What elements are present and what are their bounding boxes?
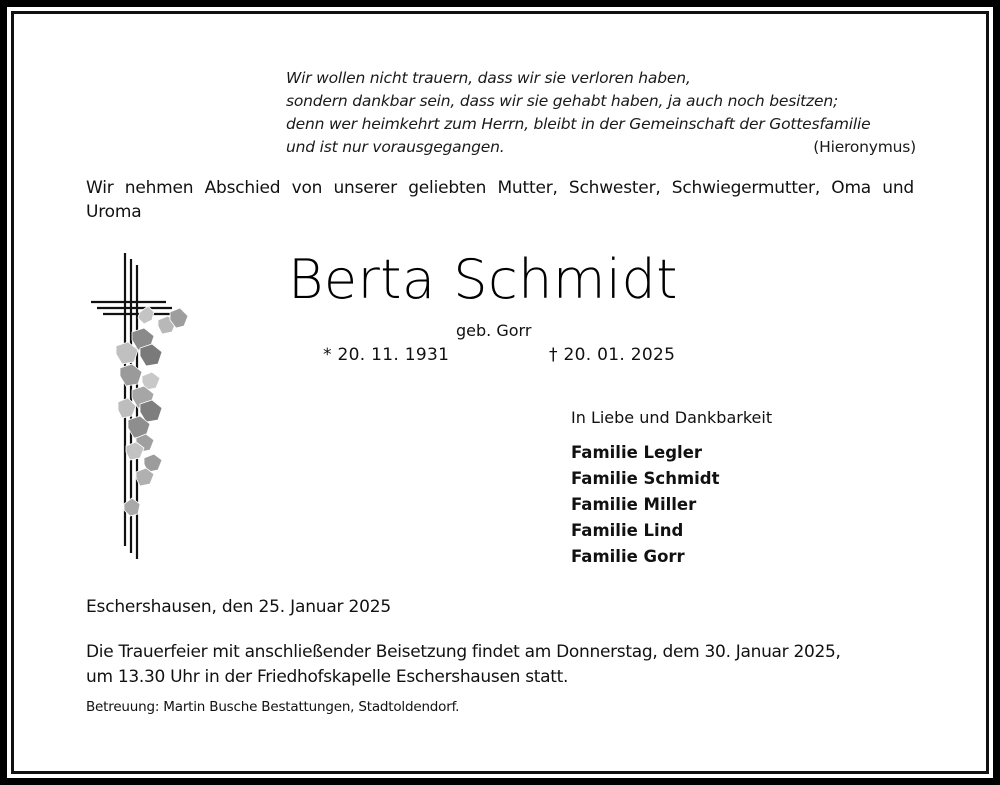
quote-line: sondern dankbar sein, dass wir sie gehabt haben, ja auch noch besitzen; — [286, 92, 838, 110]
mourner-family: Familie Miller — [571, 495, 697, 514]
farewell-intro: Wir nehmen Abschied von unserer geliebten Mutter, Schwester, Schwiegermutter, Oma und Uroma — [86, 178, 914, 222]
quote-last-line — [286, 136, 916, 159]
service-line: Die Trauerfeier mit anschließender Beisetzung findet am Donnerstag, dem 30. Januar 2025, — [86, 642, 841, 662]
death-date: † 20. 01. 2025 — [549, 345, 676, 365]
mourner-family: Familie Lind — [571, 521, 684, 540]
quote-line: Wir wollen nicht trauern, dass wir sie verloren haben, — [286, 69, 691, 87]
mourner-family: Familie Schmidt — [571, 469, 720, 488]
maiden-name: geb. Gorr — [456, 321, 532, 340]
place-and-date: Eschershausen, den 25. Januar 2025 — [86, 597, 392, 617]
mourner-family: Familie Legler — [571, 443, 703, 462]
funeral-home-credit: Betreuung: Martin Busche Bestattungen, Stadtoldendorf. — [86, 699, 460, 715]
deceased-name: Berta Schmidt — [288, 248, 678, 311]
quote-line: und ist nur vorausgegangen. — [286, 138, 505, 156]
birth-date: * 20. 11. 1931 — [323, 345, 450, 365]
mourners-heading: In Liebe und Dankbarkeit — [571, 408, 773, 427]
cross-with-ivy-icon — [88, 250, 198, 562]
mourners-list — [571, 440, 720, 570]
quote-author: (Hieronymus) — [813, 138, 916, 156]
funeral-service-info — [86, 640, 916, 690]
service-line: um 13.30 Uhr in der Friedhofskapelle Eschershausen statt. — [86, 667, 569, 687]
quote-line: denn wer heimkehrt zum Herrn, bleibt in der Gemeinschaft der Gottesfamilie — [286, 115, 871, 133]
mourner-family: Familie Gorr — [571, 547, 685, 566]
quote-block — [286, 67, 916, 159]
